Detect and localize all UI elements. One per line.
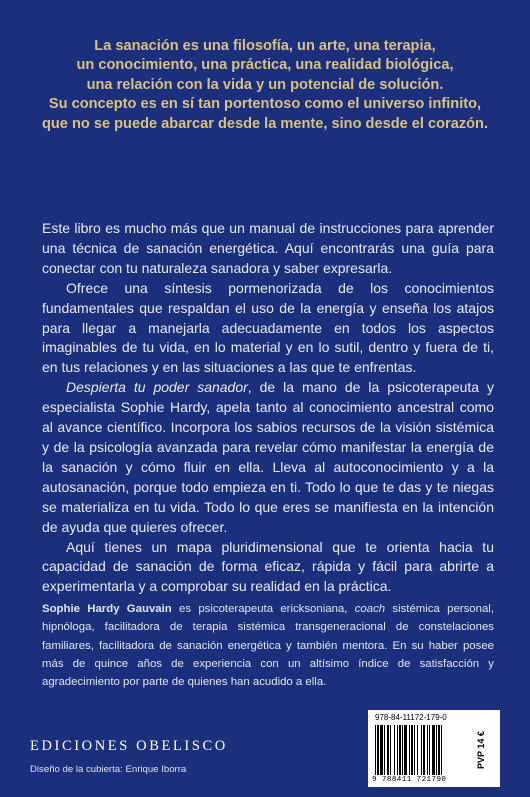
price-label: PVP 14 € [476,731,486,769]
tagline-line-4: Su concepto es en sí tan portentoso como el universo infinito, [48,96,482,113]
description-paragraph-3-text: , de la mano de la psicoterapeuta y especialista Sophie Hardy, apela tanto al conocimiento ancestral como al avance científico. Incorpora los sabios recursos de la visión sistémica y de la psicología avanzada para revelar cómo manifestar la energía de la sanación y cómo fluir en ella. Lleva al autoconocimiento y a la autosanación, porque todo empieza en ti. Todo lo que te das y te niegas se materializa en tu vida. Todo lo que eres se manifiesta en la intención de ayuda que quieres ofrecer. [42,379,494,535]
isbn-number: 978-84-11172-179-0 [375,713,447,722]
description-paragraph-4: Aquí tienes un mapa pluridimensional que te orienta hacia tu capacidad de sanación de forma eficaz, rápida y fácil para abrirte a experimentarla y a comprobar su realidad en la práctica. [42,538,494,595]
tagline-line-1: La sanación es una filosofía, un arte, una terapia, [94,38,436,54]
barcode-digits: 9 788411 721790 [372,776,447,784]
isbn-barcode [368,710,500,787]
book-title: Despierta tu poder sanador [66,379,248,396]
tagline [20,37,510,134]
author-bio [42,600,494,691]
barcode-bars [375,725,471,775]
book-description [42,219,494,597]
tagline-line-3: una relación con la vida y un potencial de solución. [86,76,444,93]
author-bio-text-b: sistémica personal, hipnóloga, facilitadora de terapia sistémica transgeneracional de constelaciones familiares, facilitadora de sanación energética y también mentora. En su haber posee más de quince años de experiencia con un altísimo índice de satisfacción y agradecimiento por parte de quienes han acudido a ella. [42,603,494,689]
tagline-line-5: que no se puede abarcar desde la mente, sino desde el corazón. [41,115,489,132]
author-name: Sophie Hardy Gauvain [42,603,172,615]
description-paragraph-1: Este libro es mucho más que un manual de instrucciones para aprender una técnica de sanación energética. Aquí encontrarás una guía para conectar con tu naturaleza sanadora y saber expresarla. [42,220,494,276]
author-bio-coach: coach [354,603,386,615]
author-bio-text-a: es psicoterapeuta ericksoniana, [171,603,355,615]
description-paragraph-3 [42,378,494,537]
description-paragraph-2: Ofrece una síntesis pormenorizada de los conocimientos fundamentales que respaldan el uso de la energía y enseña los atajos para llegar a manejarla adecuadamente en todos los aspectos imaginables de tu vida, en lo material y en lo sutil, dentro y fuera de ti, en tus relaciones y en las situaciones a las que te enfrentas. [42,279,494,376]
cover-design-credit: Diseño de la cubierta: Enrique Iborra [30,764,187,775]
publisher-logo: EDICIONES OBELISCO [30,738,228,754]
tagline-line-2: un conocimiento, una práctica, una realidad biológica, [76,57,454,74]
